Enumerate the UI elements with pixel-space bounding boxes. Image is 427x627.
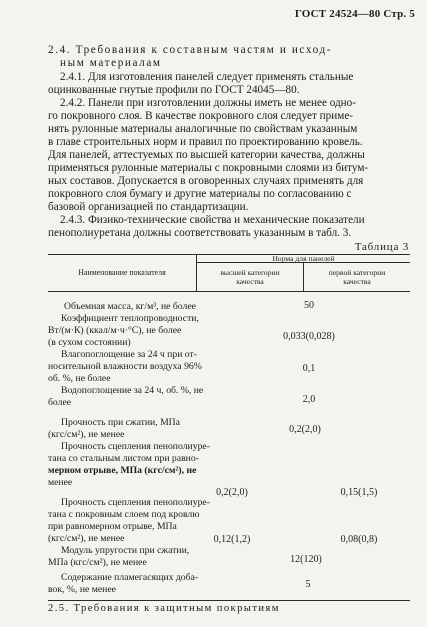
row-value: 0,2(2,0) (289, 424, 321, 435)
col-header-name: Наименование показателя (78, 268, 166, 277)
row-label: более (48, 397, 72, 408)
row-label: Объемная масса, кг/м³, не более (64, 301, 196, 312)
row-value: 5 (305, 579, 311, 590)
section-heading-cont: ным материалам (60, 57, 162, 69)
paragraph-line: нять рулонные материалы аналогичные по свойствам указанным (48, 123, 358, 135)
row-label: Влагопоглощение за 24 ч при от- (61, 349, 197, 360)
paragraph-line: пенополиуретана должны соответствовать указанным в табл. 3. (48, 227, 352, 239)
row-label: носительной влажности воздуха 96% (48, 361, 202, 372)
row-label: Прочность сцепления пенополиуре- (61, 497, 210, 508)
row-value-first: 0,08(0,8) (340, 534, 378, 545)
row-value: 0,1 (302, 363, 316, 374)
table-title: Таблица 3 (354, 241, 409, 253)
paragraph-line: Для панелей, аттестуемых по высшей категории качества, должны (48, 149, 365, 161)
row-value: 12(120) (290, 554, 322, 565)
paragraph-line: в главе строительных норм и правил по проектированию кровель. (48, 136, 363, 148)
col-header-high: высшей категории (220, 268, 280, 277)
paragraph-line: го покровного слоя. В качестве покровного слоя следует приме- (48, 110, 354, 122)
paragraph-line: применяться рулонные материалы с покровными слоями из битум- (48, 162, 369, 174)
row-label: Водопоглощение за 24 ч, об. %, не (61, 385, 204, 396)
row-label: мерном отрыве, МПа (кгс/см²), не (48, 465, 197, 476)
section-heading: 2.4. Требования к составным частям и исход- (48, 44, 333, 56)
col-header-first: качества (343, 277, 371, 286)
row-label: об. %, не более (48, 373, 111, 384)
paragraph-line: ных составов. Допускается в оговоренных случаях применять для (48, 175, 364, 187)
footer-heading: 2.5. Требования к защитным покрытиям (48, 603, 280, 614)
paragraph-line: 2.4.3. Физико-технические свойства и механические показатели (60, 214, 365, 226)
row-value: 50 (304, 300, 314, 311)
table-header-rule (48, 291, 410, 292)
row-label: менее (48, 477, 73, 488)
row-label: вок, %, не менее (48, 584, 116, 595)
row-label: Прочность при сжатии, МПа (61, 417, 180, 428)
row-label: тана с покровным слоем под кровлю (48, 509, 200, 520)
row-value-high: 0,2(2,0) (216, 487, 248, 498)
row-label: Коэффициент теплопроводности, (61, 313, 199, 324)
row-label: (кгс/см²), не менее (48, 429, 125, 440)
row-label: Модуль упругости при сжатии, (61, 545, 190, 556)
row-label: Прочность сцепления пенополиуре- (61, 441, 210, 452)
row-value-high: 0,12(1,2) (213, 534, 251, 545)
table-bottom-rule (48, 600, 410, 601)
col-header-high: качества (236, 277, 264, 286)
page-header: ГОСТ 24524—80 Стр. 5 (294, 8, 415, 20)
paragraph-line: базовой организацией по стандартизации. (48, 201, 249, 213)
row-label: (в сухом состоянии) (48, 337, 131, 348)
row-value-first: 0,15(1,5) (340, 487, 378, 498)
row-label: тана со стальным листом при равно- (48, 453, 199, 464)
paragraph-line: 2.4.2. Панели при изготовлении должны иметь не менее одно- (60, 97, 356, 109)
paragraph-line: оцинкованные гнутые профили по ГОСТ 24045—80. (48, 84, 300, 96)
row-label: Вт/(м·К) (ккал/м·ч·°С), не более (48, 325, 182, 336)
row-label: (кгс/см²), не менее (48, 533, 125, 544)
row-label: при равномерном отрыве, МПа (48, 521, 177, 532)
paragraph-line: 2.4.1. Для изготовления панелей следует применять стальные (60, 71, 354, 83)
row-label: МПа (кгс/см²), не менее (48, 557, 147, 568)
paragraph-line: покровного слоя бумагу и другие материалы по согласованию с (48, 188, 352, 200)
row-value: 2,0 (302, 394, 316, 405)
col-header-first: первой категории (328, 268, 386, 277)
row-label: Содержание пламегасящих доба- (61, 572, 199, 583)
row-value: 0,033(0,028) (283, 331, 335, 342)
col-header-norm: Норма для панелей (272, 254, 335, 263)
